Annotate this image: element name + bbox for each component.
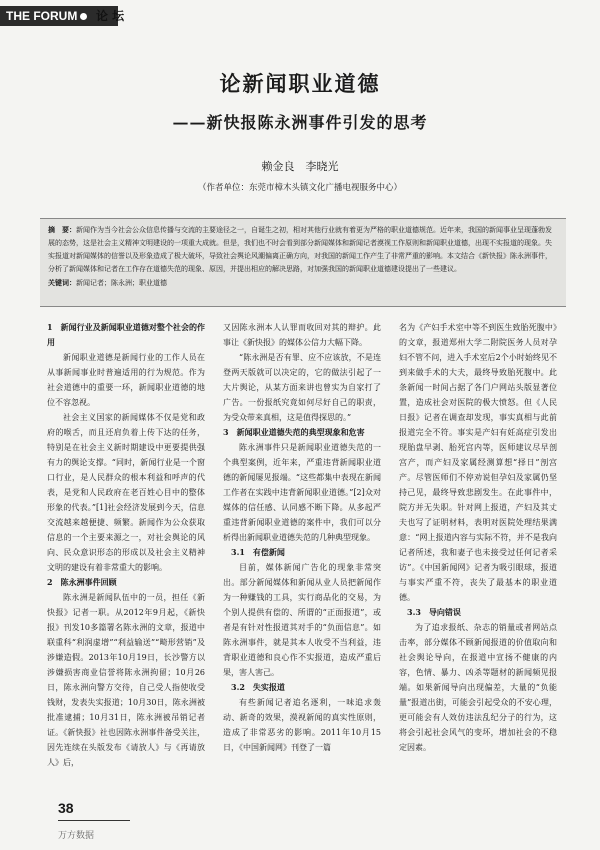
section-heading: 1 新闻行业及新闻职业道德对整个社会的作用 [47,322,205,347]
abstract-box [40,218,566,307]
keywords-text: 新闻记者；陈永洲；职业道德 [76,279,167,287]
paragraph: 有些新闻记者追名逐利，一味追求轰动、新奇的效果，漠视新闻的真实性原则，造成了非常恶劣的影响。2011年10月15日，《中国新闻网》刊登了一篇 [223,698,381,752]
bullet-icon [80,13,87,20]
authors: 赖金良 李晓光 [261,160,339,173]
paragraph-continued: 名为《产妇手术室中等不到医生致胎死腹中》的文章，报道郑州大学二附院医务人员对孕妇不管不问，进入手术室后2个小时始终见不到来做手术的大夫，最终导致胎死腹中。此条新闻一时间占据了各门户网站头版显著位置，造成社会对医院的极大愤怒。但《人民日报》记者在调查却发现，事实真相与此前报道完全不符。事实是产妇有妊高症引发出现胎盘早剥、胎死宫内等，医师建议尽早剖宫产，而产妇及家属经测算想“择日”剖宫产。尽管医师们不停劝说但孕妇及家属仍坚持己见，最终导致悲剧发生。在此事件中，院方并无失职。针对网上报道，产妇及其丈夫也写了证明材料，表明对医院处理结果满意：“网上报道内容与实际不符，并不是我向记者所述，我和妻子也未接受过任何记者采访”。《中国新闻网》记者为吸引眼球，报道与事实严重不符，丧失了最基本的职业道德。 [399,323,557,602]
article-title: 论新闻职业道德 [219,71,381,96]
paragraph: “陈永洲是否有罪、应不应该放，不是连登两天版就可以决定的，它的做法引起了一大片舆论，从某方面来讲也曾实为自家打了广告。一份报纸究竟如何尽好自己的职责，为受众带来真相，这是值得探思的。” [223,353,381,422]
paragraph: 陈永洲事件只是新闻职业道德失范的一个典型案例，近年来，严重违背新闻职业道德的新闻屡见报端。“这些都集中表现在新闻工作者在实践中违背新闻职业道德。”[2]众对媒体的信任感、认同感不断下降。从多起严重违背新闻职业道德的案件中，我们可以分析得出新闻职业道德失范的几种典型现象。 [223,443,381,542]
keywords-label: 关键词： [48,278,76,287]
watermark: 万方数据 [58,830,95,840]
paragraph: 目前，媒体新闻广告化的现象非常突出。部分新闻媒体和新闻从业人员把新闻作为一种赚钱的工具，实行商品化的交易，为个别人提供有偿的、所谓的“正面报道”，或者是有针对性报道其对手的“负面信息”。如陈永洲事件，就是其本人收受不当利益，违背职业道德和良心作不实报道，造成严重后果，害人害己。 [223,563,381,677]
paragraph: 社会主义国家的新闻媒体不仅是党和政府的喉舌，而且还肩负着上传下达的任务，特别是在社会主义新时期建设中更要提供强有力的舆论支撑。“同时，新闻行业是一个窗口行业，是人民群众的根本利益和呼声的代表，是党和人民政府在老百姓心目中的整体形象的代表。”[1]社会经济发展到今天，信息交流越来越便捷、频繁。新闻作为公众获取信息的一个主要来源之一，对社会舆论的风向、民众意识形态的形成以及社会主义精神文明的建设有着非常重大的影响。 [47,413,205,572]
paragraph: 新闻职业道德是新闻行业的工作人员在从事新闻事业时普遍适用的行为规范。作为社会道德中的重要一环，新闻职业道德的地位不容忽视。 [47,353,205,407]
section-label: 论 坛 [96,9,125,23]
affiliation: （作者单位：东莞市樟木头镇文化广播电视服务中心） [197,183,402,193]
banner-text: THE FORUM [6,9,78,23]
section-heading: 3 新闻职业道德失范的典型现象和危害 [223,427,365,437]
abstract-text: 新闻作为当今社会公众信息传播与交流的主要途径之一，自诞生之初，相对其他行业就有着更为严格的职业道德规范。近年来，我国的新闻事业呈现蓬勃发展的态势，这是社会主义精神文明建设的一项重大成就。但是，我们也不时会看到部分新闻媒体和新闻记者漠视工作原则和新闻职业道德，出现不实报道的现象。失实报道对新闻媒体的信誉以及形象造成了极大破坏，导致社会舆论风潮偏离正确方向，对我国的新闻工作产生了非常严重的影响。本文结合《新快报》陈永洲事件，分析了新闻媒体和记者在工作存在道德失范的现象、原因，并提出相应的解决思路，对加强我国的新闻职业道德建设提出了一些建议。 [48,226,552,273]
paragraph: 为了追求报纸、杂志的销量或者网站点击率，部分媒体不顾新闻报道的价值取向和社会舆论导向，在报道中宣扬不健康的内容，色情、暴力、凶杀等题材的新闻频见报端。如果新闻导向出现偏差，大量的“负能量”报道出街，可能会引起受众的不安心理，更可能会有人效仿违法乱纪分子的行为，这将会引起社会风气的变坏，增加社会的不稳定因素。 [399,623,557,752]
footer-divider [58,820,130,821]
abstract-label: 摘 要： [48,225,76,234]
subsection-heading: 3.2 失实报道 [231,682,285,692]
subsection-heading: 3.3 导向错误 [407,607,461,617]
column-3 [399,320,557,792]
paragraph-continued: 又因陈永洲本人认罪而收回对其的辩护。此事让《新快报》的媒体公信力大幅下降。 [223,323,381,347]
column-1 [47,320,205,792]
page-number: 38 [58,800,74,816]
subsection-heading: 3.1 有偿新闻 [231,547,285,557]
article-subtitle: ——新快报陈永洲事件引发的思考 [172,113,428,132]
section-heading: 2 陈永洲事件回顾 [47,577,117,587]
paragraph: 陈永洲是新闻队伍中的一员，担任《新快报》记者一职。从2012年9月起，《新快报》刊发10多篇署名陈永洲的文章，报道中联重科“利润虚增”“利益输送”“畸形营销”及涉嫌造假。2013年10月19日，长沙警方以涉嫌损害商业信誉将陈永洲拘留；10月26日，陈永洲向警方交待，自己受人指使收受钱财，发表失实报道；10月30日，陈永洲被批准逮捕；10月31日，陈永洲被吊销记者证。《新快报》社也因陈永洲事件备受关注，因先连续在头版发布《请放人》与《再请放人》后， [47,593,205,767]
article-body [47,320,557,792]
column-2 [223,320,381,792]
